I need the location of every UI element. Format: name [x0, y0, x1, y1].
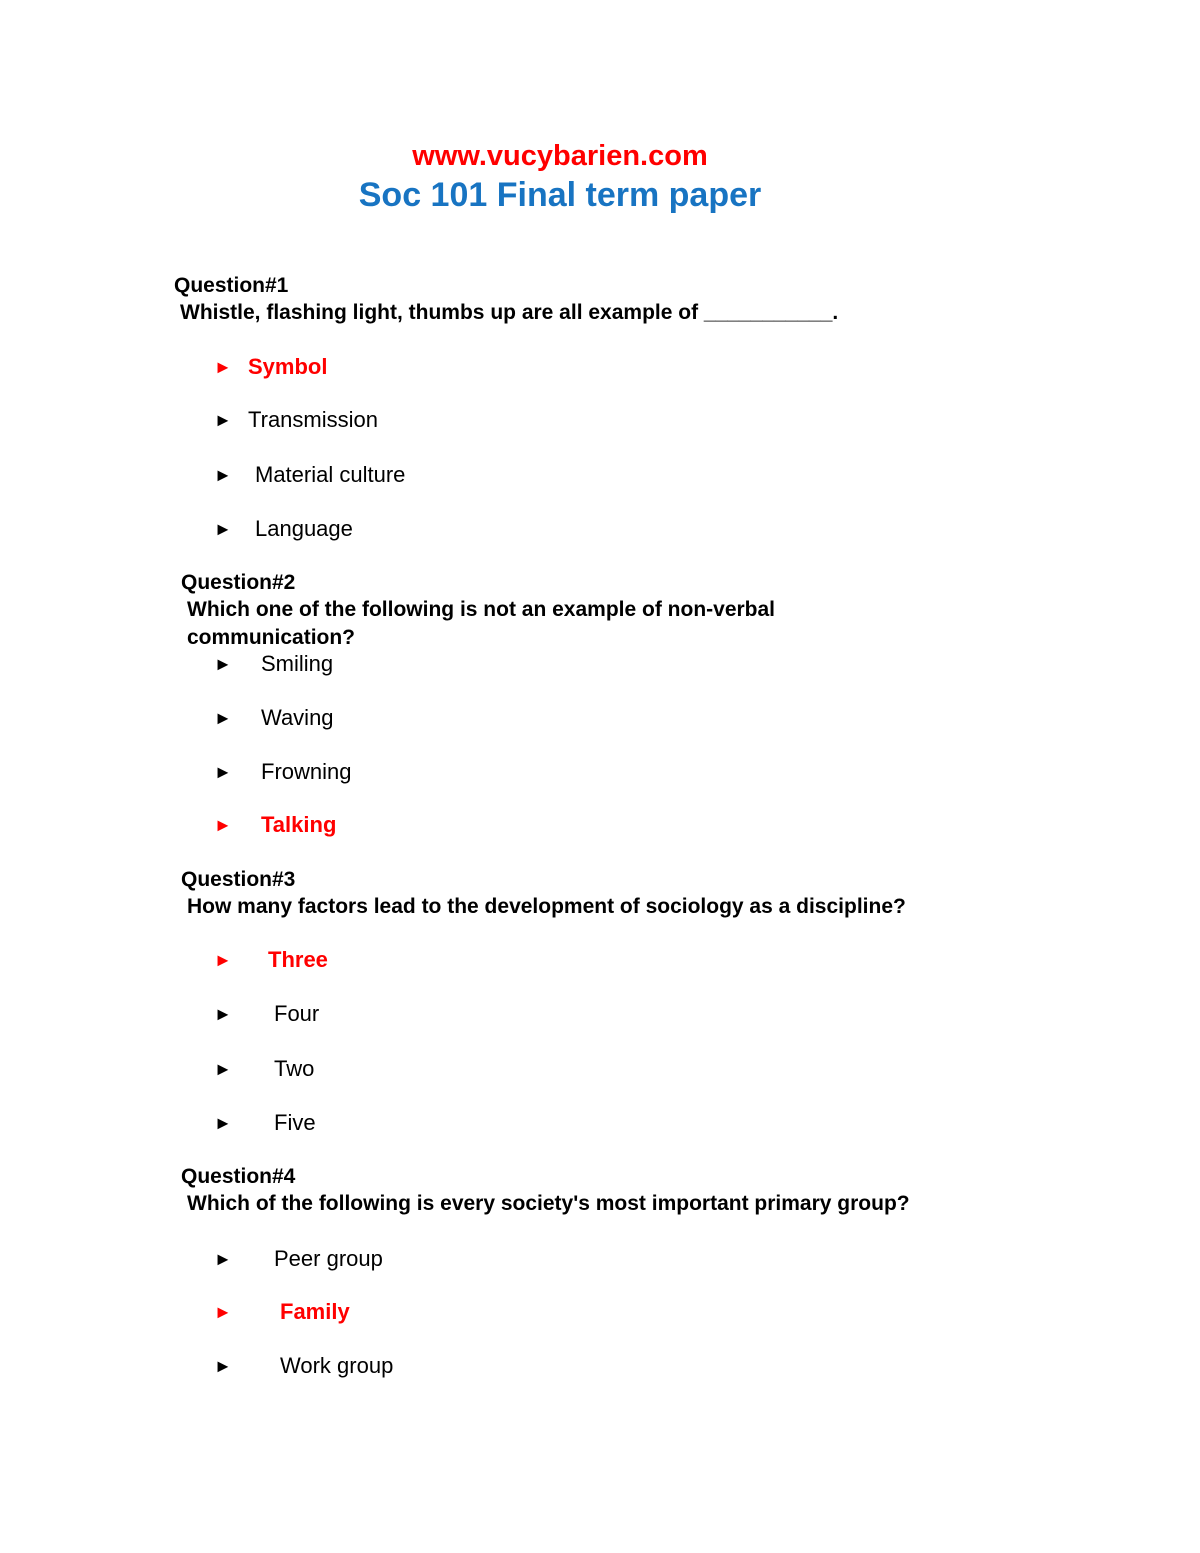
q2-option-1 [214, 650, 333, 678]
question-3-label: Question#3 [181, 868, 296, 891]
question-1-text: Whistle, flashing light, thumbs up are all example of ___________. [180, 301, 839, 324]
question-2-text: Which one of the following is not an example of non-verbal communication? [187, 598, 776, 649]
option-label: Two [274, 1056, 315, 1081]
arrow-icon: ► [214, 762, 232, 782]
q3-option-4 [214, 1109, 316, 1137]
option-label: Symbol [248, 354, 328, 379]
q3-option-1 [214, 946, 328, 974]
q4-option-2 [214, 1298, 350, 1326]
q1-option-3 [214, 461, 405, 489]
option-label: Peer group [274, 1246, 383, 1271]
option-label: Four [274, 1001, 320, 1026]
q4-option-1 [214, 1245, 383, 1273]
page-title: Soc 101 Final term paper [358, 176, 762, 214]
option-label: Family [280, 1299, 350, 1324]
option-label: Three [268, 947, 328, 972]
arrow-icon: ► [214, 1059, 232, 1079]
option-label: Language [255, 516, 353, 541]
arrow-icon: ► [214, 654, 232, 674]
question-3-text: How many factors lead to the development of sociology as a discipline? [187, 895, 906, 918]
option-label: Transmission [248, 407, 378, 432]
header-url: www.vucybarien.com [412, 140, 708, 172]
arrow-icon: ► [214, 519, 232, 539]
arrow-icon: ► [214, 708, 232, 728]
question-4-label: Question#4 [181, 1165, 296, 1188]
arrow-icon: ► [214, 1356, 232, 1376]
arrow-icon: ► [214, 1004, 232, 1024]
option-label: Smiling [261, 651, 334, 676]
q2-option-2 [214, 704, 334, 732]
question-2-label: Question#2 [181, 571, 296, 594]
arrow-icon: ► [214, 815, 232, 835]
arrow-icon: ► [214, 950, 232, 970]
option-label: Work group [280, 1353, 394, 1378]
arrow-icon: ► [214, 1249, 232, 1269]
arrow-icon: ► [214, 1113, 232, 1133]
q1-option-1 [214, 353, 327, 381]
arrow-icon: ► [214, 465, 232, 485]
option-label: Talking [261, 812, 337, 837]
option-label: Frowning [261, 759, 352, 784]
option-label: Five [274, 1110, 316, 1135]
question-1-label: Question#1 [174, 274, 289, 297]
q3-option-2 [214, 1000, 319, 1028]
q1-option-2 [214, 406, 378, 434]
q1-option-4 [214, 515, 353, 543]
question-4-text: Which of the following is every society's most important primary group? [187, 1192, 910, 1215]
arrow-icon: ► [214, 357, 232, 377]
arrow-icon: ► [214, 1302, 232, 1322]
q4-option-3 [214, 1352, 393, 1380]
option-label: Waving [261, 705, 334, 730]
option-label: Material culture [255, 462, 406, 487]
q2-option-4 [214, 811, 336, 839]
arrow-icon: ► [214, 410, 232, 430]
q2-option-3 [214, 758, 351, 786]
q3-option-3 [214, 1055, 314, 1083]
